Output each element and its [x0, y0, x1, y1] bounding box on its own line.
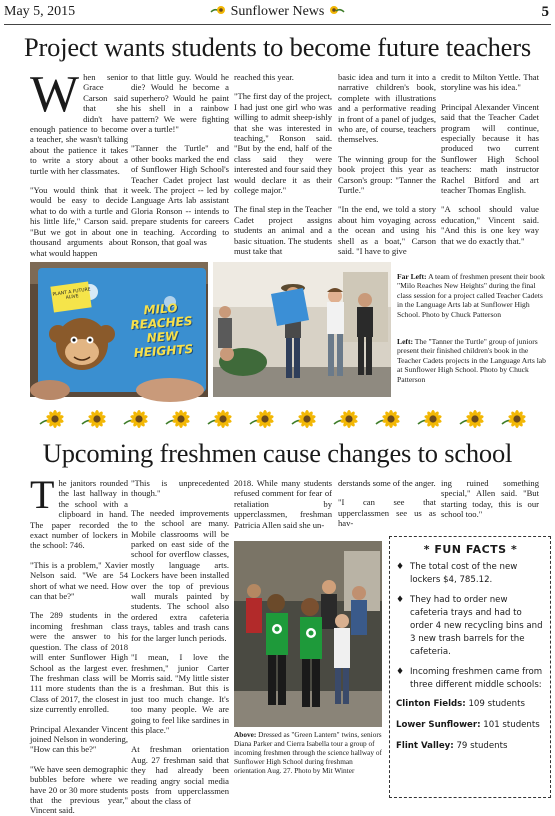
- sunflower-icon: [376, 410, 394, 428]
- paragraph: "This is unprecedented though.": [131, 478, 229, 499]
- article2-column-3: [234, 478, 332, 536]
- article2-column-5: [441, 478, 539, 536]
- paragraph: The final step in the Teacher Cadet project assigns students an animal and a basic situation. The students must take that: [234, 204, 332, 257]
- photo-tanner-group-illustration: [213, 262, 391, 397]
- caption-text: A team of freshmen present their book "Milo Reaches New Heights" during the final class session for a project called Teacher Cadets in the Language Arts lab at Sunflower High School. Photo by Chuck Patterson: [397, 272, 545, 319]
- sunflower-icon: [82, 410, 100, 428]
- paragraph: 2018. While many students refused comment for fear of retaliation by upperclassmen, freshman Patricia Allen said she un-: [234, 478, 332, 530]
- paragraph: derstands some of the anger.: [338, 478, 436, 488]
- fun-facts-box: [389, 536, 551, 798]
- paragraph: At freshman orientation Aug. 27 freshman said that they had already been reading angry social media posts from upperclassmen about the class of: [131, 744, 229, 807]
- fun-facts-list: [396, 561, 545, 692]
- paragraph: Principal Alexander Vincent said that the Teacher Cadet program will continue, especially because it has produced two current Sunflower High School teachers: math instructor Rachel Bitford and art teacher Thomas English.: [441, 101, 539, 196]
- paragraph: reached this year.: [234, 72, 294, 82]
- dropcap: W: [30, 66, 80, 123]
- caption-lead: Above:: [234, 730, 257, 739]
- paragraph: hen senior Grace Carson said that she didn't have enough patience to become a teacher, she wasn't talking about the patience it takes to write a story about a turtle with her classmates.: [30, 72, 128, 176]
- page-number: 5: [541, 4, 549, 20]
- sunflower-icon: [250, 410, 268, 428]
- issue-date: May 5, 2015: [4, 4, 76, 19]
- paragraph: The winning group for the book project this year as Carson's group: "Tanner the Turtle.": [338, 153, 436, 196]
- paragraph: ing ruined something special," Allen said. "But starting today, this is our school too.": [441, 478, 539, 520]
- photo-freshman-orientation-illustration: [234, 541, 382, 727]
- article2-headline: Upcoming freshmen cause changes to school: [42, 438, 513, 468]
- sunflower-icon: [334, 410, 352, 428]
- article2-column-2: [131, 478, 229, 807]
- article1-column-3: [234, 72, 332, 257]
- paragraph: "The first day of the project, I had just one girl who was willing to admit sheep-ishly that she was interested in teaching," Ronson said. "But by the end, half of the class said they were interested and four said they would declare it as their college major.": [234, 91, 332, 196]
- header-divider: [4, 24, 551, 25]
- caption-lead: Left:: [397, 337, 414, 346]
- article1-headline: Project wants students to become future teachers: [24, 32, 531, 62]
- fun-facts-title: * FUN FACTS *: [423, 543, 518, 556]
- caption-far-left: [397, 272, 547, 319]
- school-name: Flint Valley:: [396, 741, 454, 752]
- book-title-line: REACHES: [130, 313, 193, 333]
- caption-text: The "Tanner the Turtle" group of juniors present their finished children's book in the Teacher Cadets projects in the Language Arts lab at Sunflower High School. Photo by Chuck Patterson: [397, 337, 546, 384]
- caption-left: [397, 337, 547, 384]
- school-count-row: [396, 740, 545, 753]
- paragraph: "A school should value education," Vincent said. "And this is one key way that we do exactly that.": [441, 204, 539, 246]
- caption-above: [234, 730, 382, 775]
- sunflower-icon: [208, 410, 226, 428]
- photo-tanner-group: [213, 262, 391, 397]
- caption-lead: Far Left:: [397, 272, 427, 281]
- paragraph: "We have seen demographic bubbles before where we have 20 or 30 more students that the previous year," Vincent said.: [30, 763, 128, 816]
- dropcap: T: [30, 472, 55, 517]
- sunflower-icon: [292, 410, 310, 428]
- sunflower-icon: [328, 4, 344, 16]
- paragraph: "This is a problem," Xavier Nelson said. "We are 54 short of what we need. How can that be?": [30, 559, 128, 602]
- newspaper-title-text: Sunflower News: [230, 4, 325, 19]
- sunflower-icon: [166, 410, 184, 428]
- photo-milo-book: [30, 262, 208, 397]
- paragraph: "I can see that upperclassmen see us as hav-: [338, 497, 436, 529]
- article2-column-1: [30, 472, 128, 816]
- school-count: 109 students: [468, 699, 525, 710]
- book-title-line: NEW: [146, 328, 179, 346]
- article1-column-4: [338, 72, 436, 257]
- caption-text: Dressed as "Green Lantern" twins, seniors Diana Parker and Cierra Isabella tour a group of incoming freshmen through the science hallway of Sunflower High School during freshman orientation Aug. 27. Photo by Mit Winter: [234, 730, 382, 775]
- paragraph: "Tanner the Turtle" and other books marked the end of Sunflower High School's Teacher Cadet project last week. The project -- led by Language Arts lab assistant Gloria Ronson -- intends to prepare students for careers in teaching. According to Ronson, that goal was: [131, 143, 229, 248]
- paragraph: "I mean, I love the freshmen," junior Carter Morris said. "My little sister is a freshman. But this is just too much change. It's too many people. We are going to feel like sardines in this place.": [131, 652, 229, 735]
- paragraph: The needed improvements to the school are many. Mobile classrooms will be parked on east side of the school for overflow classes, mostly language arts. Lockers have been installed over the top of previous wall murals painted by students. The school also ordered extra cafeteria trays, tables and trash cans for the larger lunch periods.: [131, 507, 229, 643]
- article1-column-5: [441, 72, 539, 257]
- book-title-line: HEIGHTS: [133, 341, 194, 361]
- sunflower-icon: [124, 410, 142, 428]
- book-title: [120, 299, 204, 360]
- school-count-row: [396, 719, 545, 732]
- paragraph: "In the end, we told a story about him voyaging across the ocean and using his shell as a boat," Carson said. "I have to give: [338, 204, 436, 257]
- paragraph: to that little guy. Would he die? Would he become a superhero? Would he paint his shell in a rainbow pattern? We were fighting over a turtle!": [131, 72, 229, 135]
- book-title-line: MILO: [143, 300, 178, 318]
- paragraph: The 289 students in the incoming freshman class were the answer to his question. The class of 2018 will enter Sunflower High School as the largest ever. The freshman class will be 111 more students than the Class of 2017, the closest in size currently enrolled.: [30, 610, 128, 715]
- paragraph: credit to Milton Yettle. That storyline was his idea.": [441, 72, 539, 93]
- paragraph: Principal Alexander Vincent joined Nelson in wondering, "How can this be?": [30, 723, 128, 755]
- sunflower-icon: [211, 4, 227, 16]
- school-count: 101 students: [483, 720, 540, 731]
- sunflower-icon: [460, 410, 478, 428]
- school-name: Lower Sunflower:: [396, 720, 481, 731]
- fun-fact-item: ♦ The total cost of the new lockers $4, 785.12.: [396, 561, 545, 587]
- paragraph: he janitors rounded the last hallway in the school with a clipboard in hand. The paper recorded the exact number of lockers in the school: 746.: [30, 478, 128, 551]
- newspaper-title: [0, 4, 555, 20]
- school-name: Clinton Fields:: [396, 699, 466, 710]
- school-count-row: [396, 698, 545, 711]
- fun-fact-item: ♦ Incoming freshmen came from three different middle schools:: [396, 666, 545, 692]
- article1-column-1: [30, 66, 128, 258]
- sunflower-icon: [502, 410, 520, 428]
- school-count: 79 students: [456, 741, 508, 752]
- photo-sign-text: PLANT A FUTURE ALIVE: [52, 287, 91, 301]
- sunflower-icon: [40, 410, 58, 428]
- paragraph: "You would think that it would be easy to decide what to do with a turtle and his little life," Carson said. "But we got in about one thousand arguments about what would happen: [30, 185, 128, 258]
- fun-fact-item: ♦ They had to order new cafeteria trays and had to order 4 new recycling bins and 3 new trash barrels for the cafeteria.: [396, 594, 545, 660]
- paragraph: basic idea and turn it into a narrative children's book, complete with illustrations and a performative reading in front of a panel of judges, who are, of course, teachers themselves.: [338, 72, 436, 145]
- article2-column-4: [338, 478, 436, 536]
- photo-freshman-orientation: [234, 541, 382, 727]
- article1-column-2: [131, 72, 229, 257]
- sunflower-icon: [418, 410, 436, 428]
